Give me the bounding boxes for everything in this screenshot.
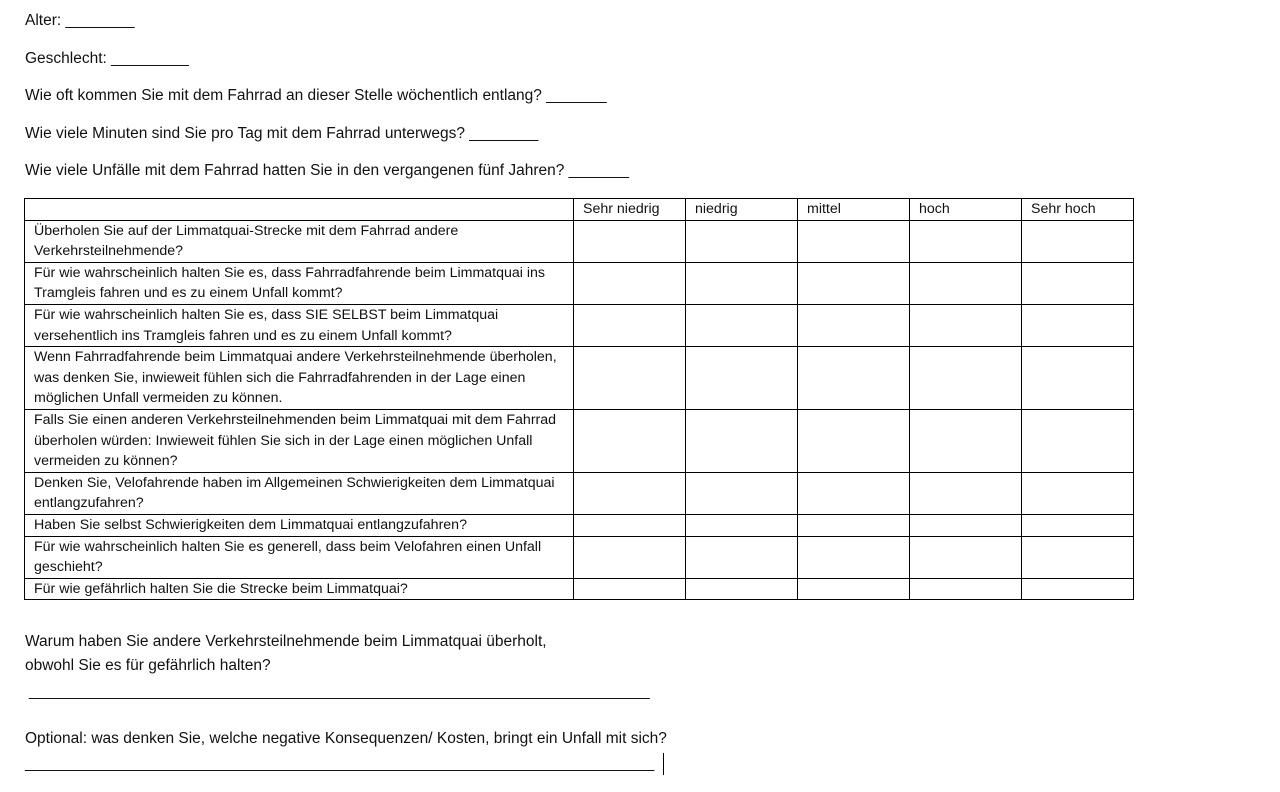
- rating-cell[interactable]: [686, 220, 798, 262]
- rating-table: [24, 198, 1134, 600]
- rating-cell[interactable]: [1022, 347, 1134, 410]
- rating-cell[interactable]: [910, 514, 1022, 536]
- table-header-row: [25, 199, 1134, 221]
- why-overtake-question-line1: Warum haben Sie andere Verkehrsteilnehmende beim Limmatquai überholt,: [25, 633, 547, 650]
- rating-cell[interactable]: [686, 472, 798, 514]
- header-question: [25, 199, 574, 221]
- header-very-high: Sehr hoch: [1022, 199, 1134, 221]
- header-medium: mittel: [798, 199, 910, 221]
- rating-cell[interactable]: [1022, 304, 1134, 346]
- optional-answer-line[interactable]: _________________________________________________________________________: [25, 755, 655, 772]
- rating-cell[interactable]: [798, 220, 910, 262]
- rating-cell[interactable]: [686, 514, 798, 536]
- rating-cell[interactable]: [574, 536, 686, 578]
- rating-cell[interactable]: [1022, 220, 1134, 262]
- rating-cell[interactable]: [574, 262, 686, 304]
- rating-cell[interactable]: [910, 409, 1022, 472]
- rating-cell[interactable]: [798, 536, 910, 578]
- rating-cell[interactable]: [686, 536, 798, 578]
- rating-cell[interactable]: [910, 578, 1022, 600]
- table-row: [25, 220, 1134, 262]
- rating-cell[interactable]: [574, 220, 686, 262]
- rating-cell[interactable]: [1022, 536, 1134, 578]
- rating-cell[interactable]: [910, 472, 1022, 514]
- question-cell: Denken Sie, Velofahrende haben im Allgemeinen Schwierigkeiten dem Limmatquai entlangzufahren?: [25, 472, 574, 514]
- rating-cell[interactable]: [798, 262, 910, 304]
- gender-question[interactable]: Geschlecht: _________: [25, 50, 189, 67]
- question-cell: Wenn Fahrradfahrende beim Limmatquai andere Verkehrsteilnehmende überholen, was denken Sie, inwieweit fühlen sich die Fahrradfahrenden in der Lage einen möglichen Unfall vermeiden zu können.: [25, 347, 574, 410]
- rating-cell[interactable]: [910, 347, 1022, 410]
- rating-cell[interactable]: [798, 472, 910, 514]
- rating-cell[interactable]: [910, 536, 1022, 578]
- question-cell: Für wie wahrscheinlich halten Sie es generell, dass beim Velofahren einen Unfall geschieht?: [25, 536, 574, 578]
- question-cell: Haben Sie selbst Schwierigkeiten dem Limmatquai entlangzufahren?: [25, 514, 574, 536]
- rating-cell[interactable]: [686, 409, 798, 472]
- rating-cell[interactable]: [574, 514, 686, 536]
- rating-cell[interactable]: [574, 304, 686, 346]
- rating-cell[interactable]: [1022, 409, 1134, 472]
- rating-cell[interactable]: [574, 409, 686, 472]
- frequency-question[interactable]: Wie oft kommen Sie mit dem Fahrrad an dieser Stelle wöchentlich entlang? _______: [25, 87, 607, 104]
- rating-cell[interactable]: [798, 578, 910, 600]
- table-row: [25, 536, 1134, 578]
- rating-cell[interactable]: [686, 578, 798, 600]
- rating-cell[interactable]: [1022, 472, 1134, 514]
- rating-cell[interactable]: [686, 304, 798, 346]
- question-cell: Für wie wahrscheinlich halten Sie es, dass Fahrradfahrende beim Limmatquai ins Tramgleis fahren und es zu einem Unfall kommt?: [25, 262, 574, 304]
- accidents-question[interactable]: Wie viele Unfälle mit dem Fahrrad hatten Sie in den vergangenen fünf Jahren? _______: [25, 162, 630, 179]
- rating-cell[interactable]: [574, 578, 686, 600]
- minutes-question[interactable]: Wie viele Minuten sind Sie pro Tag mit dem Fahrrad unterwegs? ________: [25, 125, 539, 142]
- question-cell: Überholen Sie auf der Limmatquai-Strecke mit dem Fahrrad andere Verkehrsteilnehmende?: [25, 220, 574, 262]
- rating-cell[interactable]: [798, 409, 910, 472]
- rating-cell[interactable]: [798, 304, 910, 346]
- header-very-low: Sehr niedrig: [574, 199, 686, 221]
- age-question[interactable]: Alter: ________: [25, 12, 135, 29]
- rating-cell[interactable]: [1022, 514, 1134, 536]
- rating-cell[interactable]: [798, 347, 910, 410]
- header-low: niedrig: [686, 199, 798, 221]
- rating-cell[interactable]: [1022, 262, 1134, 304]
- question-cell: Falls Sie einen anderen Verkehrsteilnehmenden beim Limmatquai mit dem Fahrrad überholen würden: Inwieweit fühlen Sie sich in der Lage einen möglichen Unfall vermeiden zu können?: [25, 409, 574, 472]
- rating-cell[interactable]: [910, 304, 1022, 346]
- rating-cell[interactable]: [798, 514, 910, 536]
- why-overtake-question-line2: obwohl Sie es für gefährlich halten?: [25, 657, 271, 674]
- rating-cell[interactable]: [574, 347, 686, 410]
- rating-cell[interactable]: [686, 347, 798, 410]
- table-row: [25, 347, 1134, 410]
- header-high: hoch: [910, 199, 1022, 221]
- question-cell: Für wie gefährlich halten Sie die Strecke beim Limmatquai?: [25, 578, 574, 600]
- rating-cell[interactable]: [910, 262, 1022, 304]
- rating-cell[interactable]: [574, 472, 686, 514]
- question-cell: Für wie wahrscheinlich halten Sie es, dass SIE SELBST beim Limmatquai versehentlich ins Tramgleis fahren und es zu einem Unfall kommt?: [25, 304, 574, 346]
- rating-cell[interactable]: [686, 262, 798, 304]
- table-row: [25, 304, 1134, 346]
- table-row: [25, 409, 1134, 472]
- table-row: [25, 472, 1134, 514]
- table-row: [25, 262, 1134, 304]
- table-row: [25, 514, 1134, 536]
- rating-cell[interactable]: [910, 220, 1022, 262]
- why-overtake-answer-line[interactable]: ________________________________________________________________________: [29, 683, 650, 700]
- rating-cell[interactable]: [1022, 578, 1134, 600]
- text-cursor: [663, 753, 664, 775]
- optional-consequences-question: Optional: was denken Sie, welche negative Konsequenzen/ Kosten, bringt ein Unfall mit sich?: [25, 730, 667, 747]
- table-row: [25, 578, 1134, 600]
